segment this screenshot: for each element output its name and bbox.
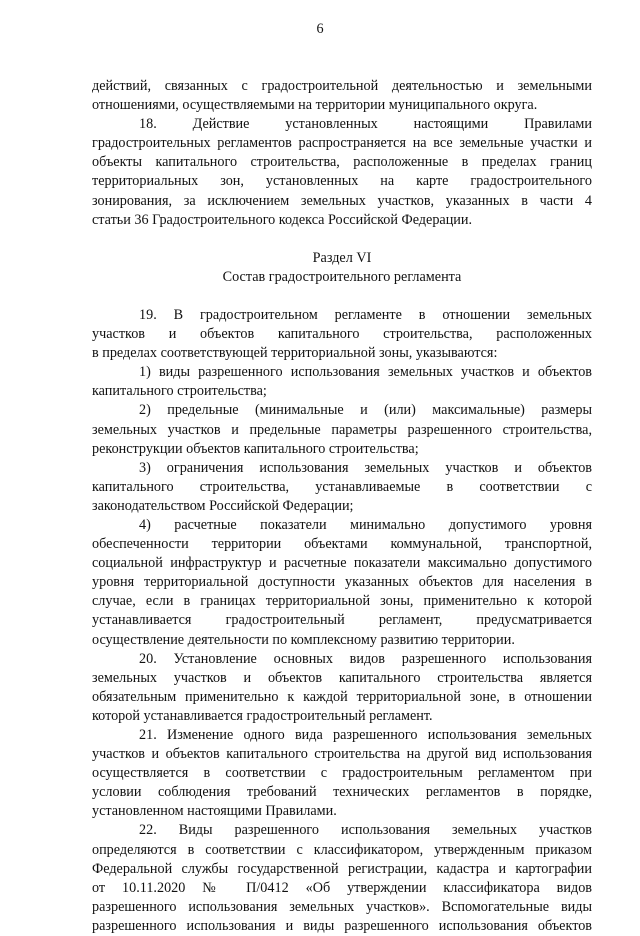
item4-line-1: 4) расчетные показатели минимально допустимого уровня <box>139 516 592 533</box>
section-title: Состав градостроительного регламента <box>222 268 462 285</box>
item4-line-6: устанавливается градостроительный регламент, предусматривается <box>92 612 592 629</box>
p21-line-3: осуществляется в соответствии с градостроительным регламентом при <box>92 765 592 782</box>
p17-line-2: отношениями, осуществляемыми на территории муниципального округа. <box>92 97 538 114</box>
item3-line-3: законодательством Российской Федерации; <box>92 497 354 514</box>
p22-line-2: определяются в соответствии с классификатором, утвержденным приказом <box>92 841 592 858</box>
p20-line-1: 20. Установление основных видов разрешенного использования <box>139 650 592 667</box>
item4-line-5: случае, если в границах территориальной зоны, применительно к которой <box>92 593 592 610</box>
item2-line-3: реконструкции объектов капитального строительства; <box>92 440 419 457</box>
item1-line-2: капитального строительства; <box>92 383 267 400</box>
p17-line-1: действий, связанных с градостроительной деятельностью и земельными <box>92 78 592 94</box>
item3-line-2: капитального строительства, устанавливаемые в соответствии с <box>92 478 592 495</box>
item1-line-1: 1) виды разрешенного использования земельных участков и объектов <box>139 364 592 381</box>
p18-line-4: территориальных зон, установленных на карте градостроительного <box>92 173 592 190</box>
item4-line-7: осуществление деятельности по комплексному развитию территории. <box>92 631 515 648</box>
p21-line-5: установленном настоящими Правилами. <box>92 803 337 820</box>
p18-line-3: объекты капитального строительства, расположенные в пределах границ <box>92 154 592 171</box>
item4-line-3: социальной инфраструктур и расчетные показатели максимально допустимого <box>92 555 592 572</box>
p18-line-5: зонирования, за исключением земельных участков, указанных в части 4 <box>92 192 592 209</box>
p20-line-3: обязательным применительно к каждой территориальной зоне, в отношении <box>92 688 592 705</box>
item3-line-1: 3) ограничения использования земельных участков и объектов <box>139 459 592 476</box>
p21-line-2: участков и объектов капитального строительства на другой вид использования <box>92 746 592 763</box>
p22-line-1: 22. Виды разрешенного использования земельных участков <box>139 822 592 839</box>
p22-line-3: Федеральной службы государственной регистрации, кадастра и картографии <box>92 860 592 877</box>
p19-line-2: участков и объектов капитального строительства, расположенных <box>92 326 592 343</box>
p20-line-4: которой устанавливается градостроительный регламент. <box>92 707 433 724</box>
p18-line-6: статьи 36 Градостроительного кодекса Российской Федерации. <box>92 211 473 228</box>
p18-line-1: 18. Действие установленных настоящими Правилами <box>139 116 592 133</box>
p19-line-3: в пределах соответствующей территориальной зоны, указываются: <box>92 345 498 362</box>
item2-line-2: земельных участков и предельные параметры разрешенного строительства, <box>92 421 592 438</box>
section-number: Раздел VI <box>312 249 372 266</box>
document-body <box>92 77 592 936</box>
item4-line-2: обеспеченности территории объектами коммунальной, транспортной, <box>92 536 592 553</box>
item4-line-4: уровня территориальной доступности указанных объектов для населения в <box>92 574 592 591</box>
page-number: 6 <box>316 21 324 37</box>
p19-line-1: 19. В градостроительном регламенте в отношении земельных <box>139 306 592 323</box>
p21-line-1: 21. Изменение одного вида разрешенного использования земельных <box>139 727 592 743</box>
item2-line-1: 2) предельные (минимальные и (или) максимальные) размеры <box>139 402 592 419</box>
p21-line-4: условии соблюдения требований технических регламентов в порядке, <box>92 784 592 801</box>
p20-line-2: земельных участков и объектов капитального строительства является <box>92 669 592 686</box>
p22-line-4: от 10.11.2020 № П/0412 «Об утверждении классификатора видов <box>92 879 592 896</box>
p22-line-6: разрешенного использования и виды разрешенного использования объектов <box>92 917 592 934</box>
p22-line-5: разрешенного использования земельных участков». Вспомогательные виды <box>92 898 592 915</box>
p18-line-2: градостроительных регламентов распространяется на все земельные участки и <box>92 135 592 152</box>
